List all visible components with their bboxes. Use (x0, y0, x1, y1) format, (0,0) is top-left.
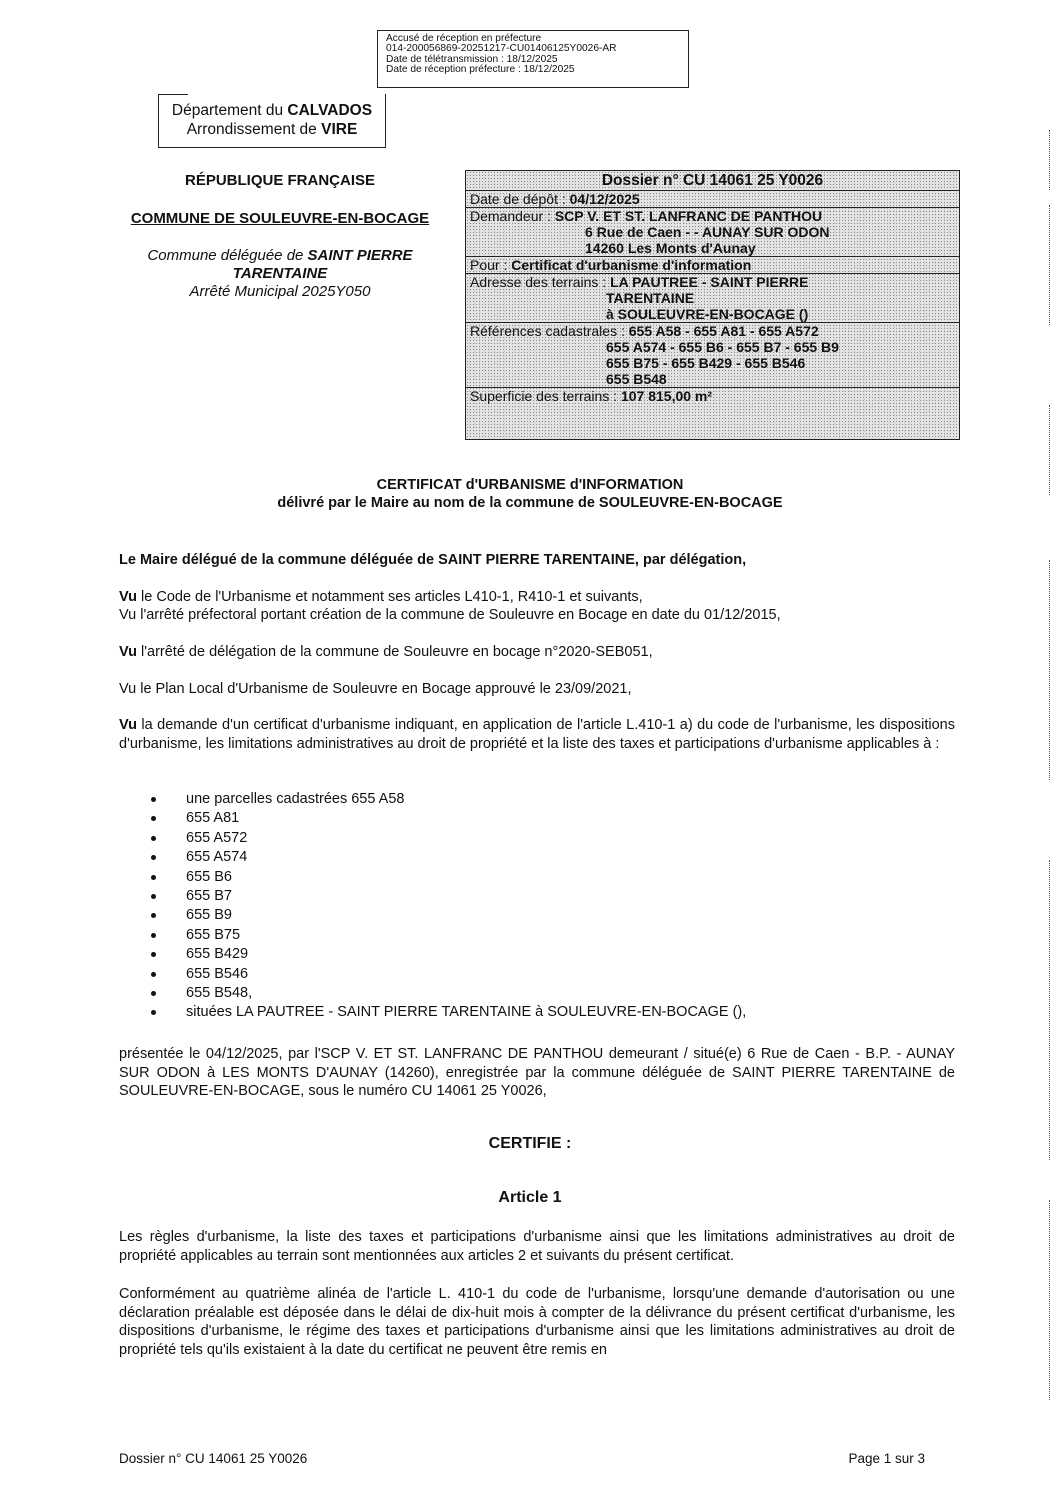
arrondissement-name: VIRE (321, 121, 358, 138)
vu-arrete-prefectoral: Vu l'arrêté préfectoral portant création de la commune de Souleuvre en Bocage en date du 01/12/2015, (119, 607, 781, 623)
arrondissement-prefix: Arrondissement de (186, 121, 322, 138)
bullet-icon (151, 991, 156, 996)
scan-margin-mark (1049, 405, 1050, 495)
bullet-icon (151, 972, 156, 977)
parcel-text: une parcelles cadastrées 655 A58 (186, 791, 405, 807)
delegated-name-2-text: TARENTAINE (232, 265, 328, 282)
vu-demande-text: la demande d'un certificat d'urbanisme indiquant, en application de l'article L.410-1 a) du code de l'urbanisme, les dispositions d'urbanisme, les limitations administratives au droit de propriété et la liste des taxes et participations d'urbanisme applicables à : (119, 717, 955, 752)
stamp-line-2: 014-200056869-20251217-CU01406125Y0026-AR (386, 43, 617, 55)
applicant-address-1: 6 Rue de Caen - - AUNAY SUR ODON (585, 224, 830, 240)
bullet-icon (151, 952, 156, 957)
vu-demande (119, 716, 955, 753)
land-address-2: TARENTAINE (606, 290, 695, 306)
bullet-icon (151, 875, 156, 880)
purpose-label: Pour : (470, 257, 512, 273)
deposit-date-value: 04/12/2025 (569, 191, 640, 207)
bullet-icon (151, 797, 156, 802)
parcel-text: 655 B75 (186, 926, 241, 943)
certificate-title-block (120, 476, 940, 512)
cadastral-4: 655 B548 (606, 371, 667, 387)
department-prefix: Département du (171, 102, 288, 119)
presentation-paragraph: présentée le 04/12/2025, par l'SCP V. ET ST. LANFRANC DE PANTHOU demeurant / situé(e) 6 Rue de Caen - B.P. - AUNAY SUR ODON à LES MONTS D'AUNAY (14260), enregistrée par la commune déléguée de SAINT PIERRE TARENTAINE de SOULEUVRE-EN-BOCAGE, sous le numéro CU 14061 25 Y0026, (119, 1046, 955, 1099)
delegated-commune-line (110, 247, 450, 265)
area-row (466, 388, 959, 404)
cadastral-label: Références cadastrales : (470, 323, 629, 339)
arrete-municipal: Arrêté Municipal 2025Y050 (189, 283, 371, 300)
land-address-3: à SOULEUVRE-EN-BOCAGE () (606, 306, 809, 322)
parcel-list-item (146, 945, 746, 964)
parcel-list-item (146, 965, 746, 984)
delegated-name-1: SAINT PIERRE (307, 247, 413, 264)
parcel-list-item (146, 984, 746, 1003)
article-1-paragraph-2: Conformément au quatrième alinéa de l'article L. 410-1 du code de l'urbanisme, lorsqu'une demande d'autorisation ou une déclaration préalable est déposée dans le délai de dix-huit mois à compter de la délivrance du présent certificat d'urbanisme, les dispositions d'urbanisme, le régime des taxes et participations d'urbanisme ainsi que les limitations administratives au droit de propriété tels qu'ils existaient à la date du certificat ne peuvent être remis en (119, 1286, 955, 1358)
stamp-line-1: Accusé de réception en préfecture (386, 33, 542, 44)
stamp-line-3: Date de télétransmission : 18/12/2025 (386, 53, 558, 65)
vu-arrete-delegation (119, 643, 955, 662)
bullet-icon (151, 913, 156, 918)
applicant-row (466, 208, 959, 257)
department-box (158, 94, 386, 148)
cadastral-2: 655 A574 - 655 B6 - 655 B7 - 655 B9 (606, 339, 839, 355)
certificate-title: CERTIFICAT d'URBANISME d'INFORMATION (376, 477, 684, 493)
bullet-icon (151, 816, 156, 821)
deposit-date-row (466, 191, 959, 208)
scan-margin-mark (1049, 130, 1050, 190)
parcel-text: 655 A572 (186, 829, 248, 846)
purpose-row (466, 257, 959, 274)
parcel-list-item (146, 906, 746, 925)
parcel-text: 655 B6 (186, 868, 232, 885)
area-label: Superficie des terrains : (470, 388, 621, 404)
parcel-text: 655 B9 (186, 907, 232, 924)
parcel-text: 655 A81 (186, 810, 240, 827)
parcel-text: 655 B7 (186, 888, 232, 905)
vu-code-text: le Code de l'Urbanisme et notamment ses articles L410-1, R410-1 et suivants, (137, 589, 643, 605)
vu-word: Vu (119, 589, 137, 605)
parcel-list-item (146, 887, 746, 906)
footer-dossier-number: Dossier n° CU 14061 25 Y0026 (119, 1451, 308, 1466)
delegated-prefix: Commune déléguée de (147, 247, 308, 264)
parcel-list-item (146, 790, 746, 809)
mayor-intro: Le Maire délégué de la commune déléguée de SAINT PIERRE TARENTAINE, par délégation, (119, 552, 747, 568)
parcel-list-item (146, 809, 746, 828)
purpose-value: Certificat d'urbanisme d'information (511, 257, 752, 273)
article-1-paragraph-1: Les règles d'urbanisme, la liste des taxes et participations d'urbanisme ainsi que les limitations administratives au droit de propriété applicables au terrain sont mentionnées aux articles 2 et suivants du présent certificat. (119, 1229, 955, 1264)
vu-delegation-text: l'arrêté de délégation de la commune de Souleuvre en bocage n°2020-SEB051, (137, 644, 653, 660)
vu-word: Vu (119, 717, 137, 733)
parcel-text: 655 B548, (186, 985, 253, 1002)
parcel-list (146, 790, 746, 1023)
deposit-date-label: Date de dépôt : (470, 191, 570, 207)
footer-page-number: Page 1 sur 3 (848, 1451, 925, 1466)
republic-heading: RÉPUBLIQUE FRANÇAISE (184, 172, 375, 189)
area-value: 107 815,00 m² (620, 388, 713, 404)
vu-plan-local: Vu le Plan Local d'Urbanisme de Souleuvre en Bocage approuvé le 23/09/2021, (119, 681, 632, 697)
applicant-name: SCP V. ET ST. LANFRANC DE PANTHOU (554, 208, 823, 224)
parcel-text: 655 B546 (186, 965, 249, 982)
parcel-list-item (146, 926, 746, 945)
certifie-heading: CERTIFIE : (488, 1135, 572, 1152)
vu-code-urbanisme (119, 588, 955, 607)
certificate-subtitle: délivré par le Maire au nom de la commune de SOULEUVRE-EN-BOCAGE (277, 495, 783, 511)
cadastral-3: 655 B75 - 655 B429 - 655 B546 (606, 355, 806, 371)
cadastral-1: 655 A58 - 655 A81 - 655 A572 (628, 323, 819, 339)
scan-margin-mark (1049, 1200, 1050, 1400)
bullet-icon (151, 855, 156, 860)
department-line (159, 101, 385, 120)
applicant-label: Demandeur : (470, 208, 555, 224)
parcel-list-item (146, 829, 746, 848)
land-address-1: LA PAUTREE - SAINT PIERRE (610, 274, 809, 290)
land-address-row (466, 274, 959, 323)
commune-heading: COMMUNE DE SOULEUVRE-EN-BOCAGE (130, 210, 430, 227)
cadastral-row (466, 323, 959, 388)
bullet-icon (151, 1010, 156, 1015)
prefecture-reception-stamp (377, 30, 689, 88)
parcel-text: 655 A574 (186, 849, 248, 866)
vu-word: Vu (119, 644, 137, 660)
department-name: CALVADOS (287, 102, 373, 119)
parcel-list-item (146, 868, 746, 887)
delegated-commune-block (110, 247, 450, 301)
applicant-address-2: 14260 Les Monts d'Aunay (585, 240, 756, 256)
arrondissement-line (159, 120, 385, 139)
article-1-heading: Article 1 (498, 1189, 562, 1206)
dossier-info-box (465, 170, 960, 440)
bullet-icon (151, 836, 156, 841)
bullet-icon (151, 933, 156, 938)
parcel-text: situées LA PAUTREE - SAINT PIERRE TARENTAINE à SOULEUVRE-EN-BOCAGE (), (186, 1004, 747, 1021)
dossier-number: Dossier n° CU 14061 25 Y0026 (466, 171, 959, 191)
scan-margin-mark (1049, 560, 1050, 780)
parcel-list-item (146, 1003, 746, 1022)
parcel-list-item (146, 848, 746, 867)
delegated-name-2 (110, 265, 450, 283)
parcel-text: 655 B429 (186, 946, 249, 963)
bullet-icon (151, 894, 156, 899)
scan-margin-mark (1049, 860, 1050, 1160)
stamp-line-4: Date de réception préfecture : 18/12/2025 (386, 64, 575, 76)
land-address-label: Adresse des terrains : (470, 274, 611, 290)
scan-margin-mark (1049, 205, 1050, 325)
